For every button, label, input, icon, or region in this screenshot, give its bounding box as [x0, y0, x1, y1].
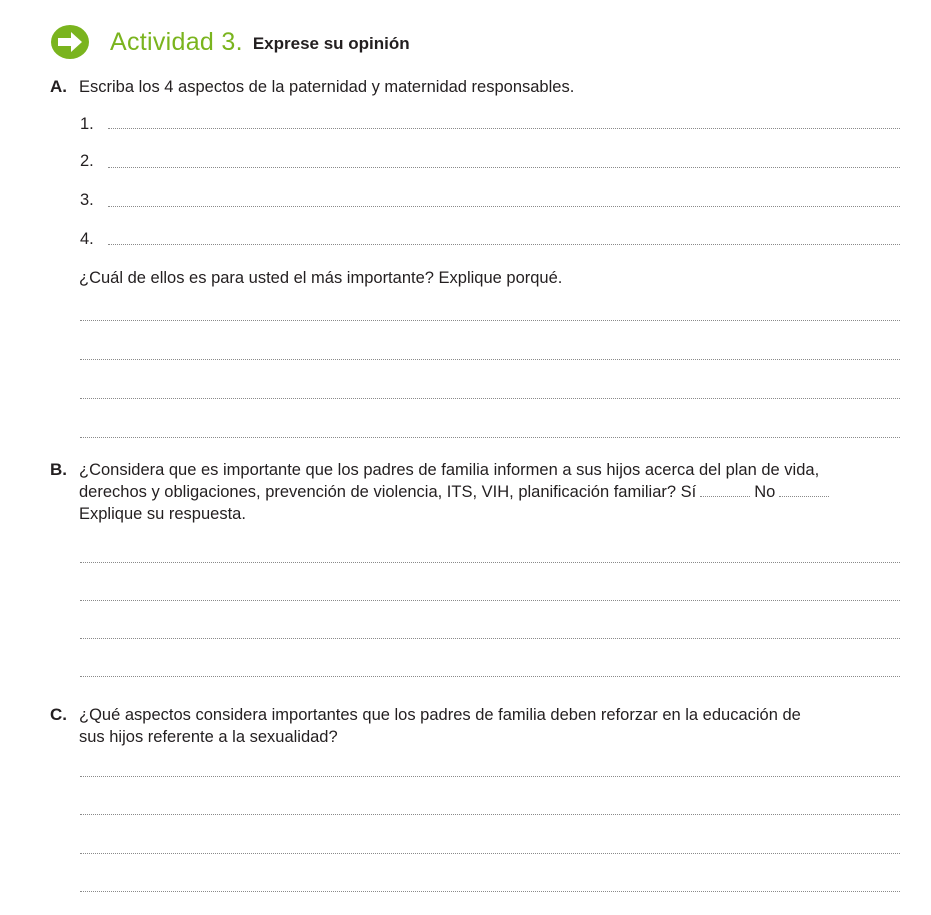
item-number-4: 4. [80, 230, 94, 248]
section-b-letter: B. [50, 460, 67, 479]
section-a-followup: ¿Cuál de ellos es para usted el más importante? Explique porqué. [79, 269, 563, 287]
section-a-question: Escriba los 4 aspectos de la paternidad y maternidad responsables. [79, 78, 575, 96]
answer-line-b1[interactable] [80, 562, 900, 563]
item-number-2: 2. [80, 152, 94, 170]
section-c-question-line1: ¿Qué aspectos considera importantes que los padres de familia deben reforzar en la educación de [79, 706, 801, 724]
answer-line-a8[interactable] [80, 437, 900, 438]
section-b-explain: Explique su respuesta. [79, 505, 246, 523]
section-b-question-line1: ¿Considera que es importante que los padres de familia informen a sus hijos acerca del plan de vida, [79, 461, 820, 479]
yes-blank[interactable] [700, 496, 750, 497]
answer-line-c3[interactable] [80, 853, 900, 854]
arrow-right-circle-icon [50, 24, 90, 60]
activity-header [50, 24, 410, 60]
section-b-question-line2 [79, 481, 904, 503]
item-number-1: 1. [80, 115, 94, 133]
answer-line-a3[interactable] [108, 206, 900, 207]
answer-line-b3[interactable] [80, 638, 900, 639]
section-b-question-line2-text: derechos y obligaciones, prevención de violencia, ITS, VIH, planificación familiar? Sí [79, 483, 697, 501]
activity-subtitle: Exprese su opinión [252, 34, 410, 53]
answer-line-a1[interactable] [108, 128, 900, 129]
item-number-3: 3. [80, 191, 94, 209]
answer-line-b2[interactable] [80, 600, 900, 601]
section-c-question [79, 704, 904, 748]
answer-line-a7[interactable] [80, 398, 900, 399]
answer-line-c2[interactable] [80, 814, 900, 815]
answer-line-a4[interactable] [108, 244, 900, 245]
section-b-question [79, 459, 904, 525]
activity-title: Actividad 3. [110, 27, 243, 56]
answer-line-a2[interactable] [108, 167, 900, 168]
no-label: No [754, 483, 776, 501]
section-a-letter: A. [50, 77, 67, 96]
no-blank[interactable] [779, 496, 829, 497]
section-c-question-line2: sus hijos referente a la sexualidad? [79, 728, 338, 746]
answer-line-c1[interactable] [80, 776, 900, 777]
answer-line-a6[interactable] [80, 359, 900, 360]
answer-line-b4[interactable] [80, 676, 900, 677]
section-c-letter: C. [50, 705, 67, 724]
answer-line-a5[interactable] [80, 320, 900, 321]
answer-line-c4[interactable] [80, 891, 900, 892]
